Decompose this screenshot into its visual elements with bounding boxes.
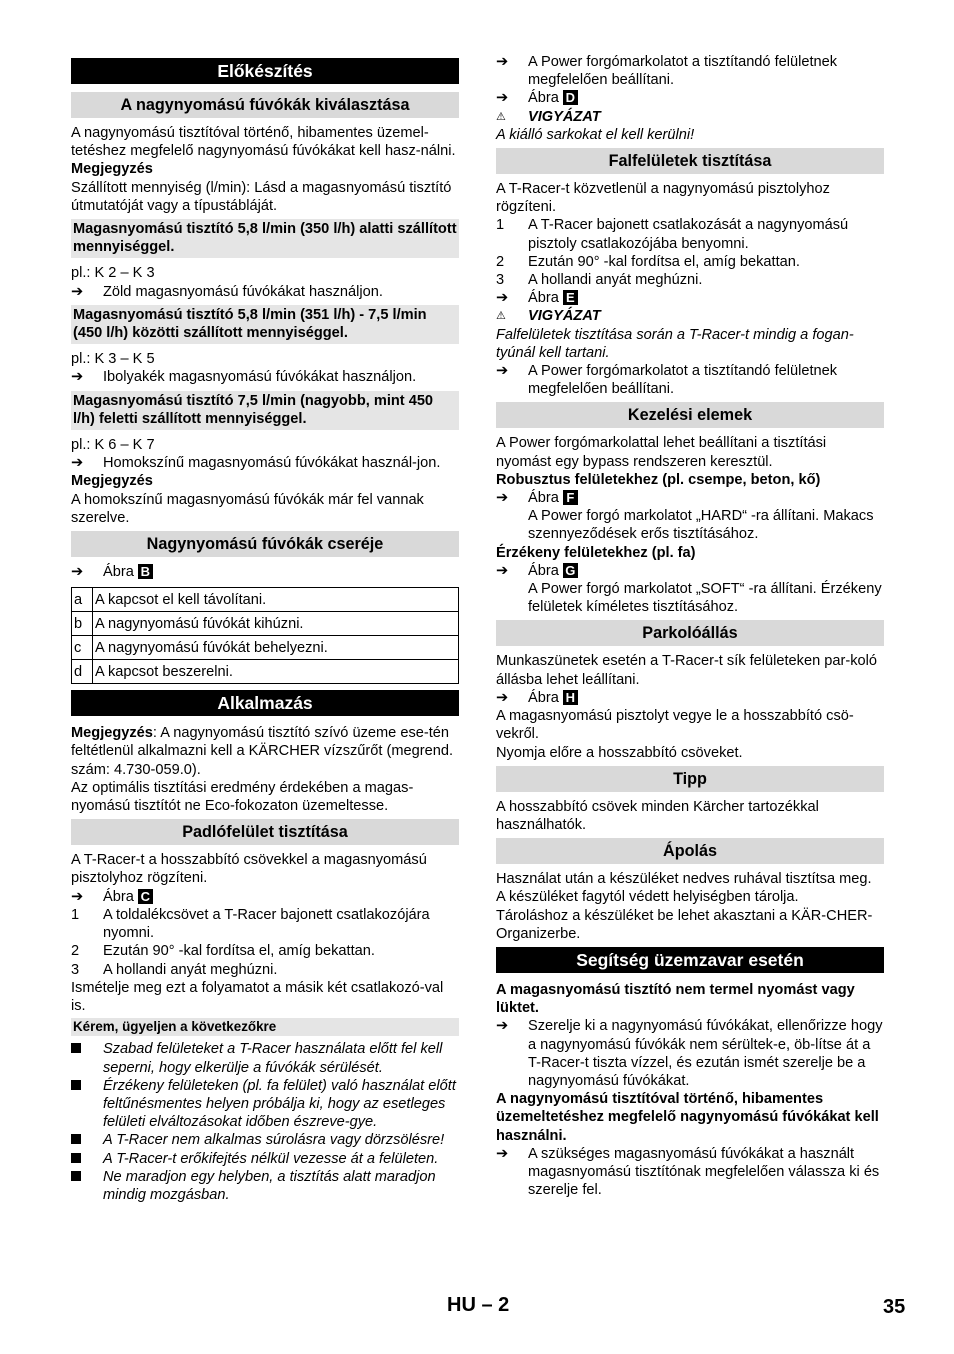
subheading-floor-cleaning: Padlófelület tisztítása — [71, 819, 459, 845]
step-item: ➔ Homokszínű magasnyomású fúvókákat használ-jon. — [71, 455, 441, 472]
section-heading-preparation: Előkészítés — [71, 58, 459, 84]
numbered-step — [71, 961, 459, 979]
subheading-controls: Kezelési elemek — [496, 402, 884, 428]
step-text: A toldalékcsövet a T-Racer bajonett csatlakozójára nyomni. — [103, 906, 430, 942]
step-text: A hollandi anyát meghúzni. — [528, 272, 703, 289]
table-cell-value: A nagynyomású fúvókát kihúzni. — [93, 612, 459, 636]
note-label: Megjegyzés — [71, 161, 153, 178]
numbered-steps — [71, 906, 459, 979]
paragraph: Ismételje meg ezt a folyamatot a másik két csatlakozó-val is. — [71, 979, 444, 1014]
figure-reference: ➔ Ábra E — [496, 289, 884, 307]
note-paragraph: Megjegyzés: A nagynyomású tisztító szívó üzeme ese-tén feltétlenül alkalmazni kell a KÄRCHER vízszűrőt (megrend. szám: 4.730-059.0). — [71, 725, 454, 778]
attention-heading: Kérem, ügyeljen a következőkre — [71, 1018, 459, 1036]
figure-label-f: F — [563, 490, 578, 505]
bullet-item — [71, 1040, 459, 1076]
square-bullet-icon — [71, 1040, 103, 1076]
arrow-icon: ➔ — [496, 363, 509, 380]
step-item: ➔ Szerelje ki a nagynyomású fúvókákat, ellenőrizze hogy a nagynyomású fúvókák nem sérültek-e, öb-lítse át a T-Racer-t tiszta vízzel, és ezután ismét szerelje be a nagynyomású fúvókákat. — [496, 1018, 883, 1089]
arrow-icon: ➔ — [496, 1018, 509, 1035]
paragraph: Nyomja előre a hosszabbító csöveket. — [496, 744, 743, 761]
arrow-icon: ➔ — [71, 888, 84, 905]
indented-text: A Power forgó markolatot „SOFT“ -ra állítani. Érzékeny felületek kíméletes tisztításához. — [528, 581, 882, 616]
warning-text: A kiálló sarkokat el kell kerülni! — [496, 126, 695, 143]
figure-label-h: H — [563, 690, 578, 705]
bullet-item — [71, 1131, 459, 1149]
figure-reference: ➔ Ábra C — [71, 888, 459, 906]
figure-reference: ➔ Ábra G — [496, 562, 884, 580]
figure-label-d: D — [563, 90, 578, 105]
table-cell-key: a — [72, 588, 93, 612]
subheading-tip: Tipp — [496, 766, 884, 792]
step-item: ➔ A szükséges magasnyomású fúvókákat a használt magasnyomású tisztítónak megfelelően válassza ki és szerelje fel. — [496, 1145, 880, 1199]
paragraph: Az optimális tisztítási eredmény érdekében a magas-nyomású tisztítót ne Eco-fokozaton üzemeltesse. — [71, 779, 414, 815]
paragraph: A magasnyomású pisztolyt vegye le a hosszabbító csö-vekről. — [496, 708, 854, 743]
indented-text: A Power forgó markolatot „HARD“ -ra állítani. Makacs szennyeződések erős tisztításához. — [528, 508, 874, 543]
warning-heading: ⚠ VIGYÁZAT — [496, 108, 601, 125]
step-text: Ezután 90° -kal fordítsa el, amíg bekattan. — [528, 253, 800, 270]
replacement-steps-table — [71, 587, 459, 684]
paragraph: Használat után a készüléket nedves ruhával tisztítsa meg. — [496, 871, 872, 888]
numbered-step — [496, 216, 884, 252]
step-item: ➔ Ibolyakék magasnyomású fúvókákat használjon. — [71, 369, 417, 386]
warning-triangle-icon: ⚠ — [496, 110, 506, 123]
paragraph: Munkaszünetek esetén a T-Racer-t sík felületeken par-koló állásba lehet leállítani. — [496, 653, 877, 688]
arrow-icon: ➔ — [71, 369, 84, 386]
bullet-text: A T-Racer nem alkalmas súrolásra vagy dörzsölésre! — [103, 1132, 445, 1149]
paragraph: A Power forgómarkolattal lehet beállítani a tisztítási nyomást egy bypass rendszeren keresztül. — [496, 435, 827, 470]
warning-triangle-icon: ⚠ — [496, 310, 506, 323]
bullet-text: Ne maradjon egy helyben, a tisztítás alatt maradjon mindig mozgásban. — [103, 1168, 436, 1203]
surface-type-heading: Érzékeny felületekhez (pl. fa) — [496, 544, 696, 561]
table-row — [72, 660, 459, 684]
right-column — [496, 53, 884, 1199]
figure-label-e: E — [563, 290, 578, 305]
table-row — [72, 612, 459, 636]
step-number: 2 — [71, 943, 80, 960]
table-row — [72, 636, 459, 660]
condition-heading: Magasnyomású tisztító 5,8 l/min (351 l/h) - 7,5 l/min (450 l/h) közötti szállított mennyiséggel. — [71, 305, 459, 344]
subheading-nozzle-replacement: Nagynyomású fúvókák cseréje — [71, 531, 459, 557]
surface-type-heading: Robusztus felületekhez (pl. csempe, beton, kő) — [496, 471, 821, 488]
paragraph: Tároláshoz a készüléket be lehet akasztani a KÄR-CHER-Organizerbe. — [496, 907, 873, 942]
arrow-icon: ➔ — [496, 689, 509, 706]
numbered-step — [496, 253, 884, 271]
subheading-wall-cleaning: Falfelületek tisztítása — [496, 148, 884, 174]
step-text: A T-Racer bajonett csatlakozását a nagynyomású pisztoly csatlakozójába benyomni. — [528, 217, 849, 252]
square-bullet-icon — [71, 1077, 103, 1132]
step-text: A hollandi anyát meghúzni. — [103, 961, 278, 978]
arrow-icon: ➔ — [496, 290, 509, 307]
step-text: Ezután 90° -kal fordítsa el, amíg bekattan. — [103, 943, 375, 960]
fault-heading: A magasnyomású tisztító nem termel nyomást vagy lüktet. — [496, 981, 855, 1017]
arrow-icon: ➔ — [496, 562, 509, 579]
numbered-steps — [496, 216, 884, 289]
note-label: Megjegyzés — [71, 473, 153, 490]
step-number: 1 — [71, 906, 80, 923]
fault-heading: A nagynyomású tisztítóval történő, hibamentes üzemeltetéshez megfelelő nagynyomású fúvókákat kell használni. — [496, 1091, 879, 1144]
warning-heading: ⚠ VIGYÁZAT — [496, 308, 601, 325]
bullet-text: A T-Racer-t erőkifejtés nélkül vezesse át a felületen. — [103, 1150, 439, 1167]
paragraph: A T-Racer-t közvetlenül a nagynyomású pisztolyhoz rögzíteni. — [496, 181, 830, 216]
arrow-icon: ➔ — [496, 490, 509, 507]
subheading-parking: Parkolóállás — [496, 620, 884, 646]
bullet-item — [71, 1168, 459, 1204]
figure-reference: ➔ Ábra D — [496, 89, 884, 107]
table-cell-value: A kapcsot beszerelni. — [93, 660, 459, 684]
section-heading-troubleshooting: Segítség üzemzavar esetén — [496, 947, 884, 973]
page-number: 35 — [883, 1296, 906, 1318]
square-bullet-icon — [71, 1168, 103, 1204]
paragraph: A készüléket fagytól védett helyiségben tárolja. — [496, 889, 799, 906]
step-number: 3 — [496, 272, 505, 289]
subheading-care: Ápolás — [496, 838, 884, 864]
language-page-code: HU – 2 — [447, 1294, 510, 1316]
numbered-step — [71, 942, 459, 960]
bullet-item — [71, 1077, 459, 1132]
figure-reference: ➔ Ábra B — [71, 563, 459, 581]
arrow-icon: ➔ — [71, 283, 84, 300]
figure-label-g: G — [563, 563, 578, 578]
table-cell-key: c — [72, 636, 93, 660]
example-models: pl.: K 3 – K 5 — [71, 351, 155, 368]
paragraph: A hosszabbító csövek minden Kärcher tartozékkal használhatók. — [496, 798, 819, 833]
table-cell-value: A nagynyomású fúvókát behelyezni. — [93, 636, 459, 660]
condition-heading: Magasnyomású tisztító 5,8 l/min (350 l/h) alatti szállított mennyiséggel. — [71, 219, 459, 258]
bullet-list — [71, 1040, 459, 1204]
warning-text: Falfelületek tisztítása során a T-Racer-t mindig a fogan-tyúnál kell tartani. — [496, 326, 854, 361]
numbered-step — [496, 271, 884, 289]
paragraph: A nagynyomású tisztítóval történő, hibamentes üzemel-tetéshez megfelelő nagynyomású fúvókákat kell hasz-nálni. — [71, 125, 456, 160]
figure-reference: ➔ Ábra H — [496, 689, 884, 707]
paragraph: A T-Racer-t a hosszabbító csövekkel a magasnyomású pisztolyhoz rögzíteni. — [71, 852, 427, 887]
note-text: Szállított mennyiség (l/min): Lásd a magasnyomású tisztító útmutatóját vagy a típustábláját. — [71, 179, 452, 214]
bullet-text: Szabad felületeket a T-Racer használata előtt fel kell seperni, hogy elkerülje a fúvókák sérülését. — [103, 1041, 443, 1076]
step-number: 1 — [496, 217, 505, 234]
figure-label-b: B — [138, 564, 153, 579]
table-cell-key: b — [72, 612, 93, 636]
figure-reference: ➔ Ábra F — [496, 489, 884, 507]
example-models: pl.: K 2 – K 3 — [71, 265, 155, 282]
arrow-icon: ➔ — [496, 90, 509, 107]
arrow-icon: ➔ — [71, 455, 84, 472]
table-cell-value: A kapcsot el kell távolítani. — [93, 588, 459, 612]
step-item: ➔ Zöld magasnyomású fúvókákat használjon. — [71, 283, 383, 300]
square-bullet-icon — [71, 1150, 103, 1168]
subheading-nozzle-selection: A nagynyomású fúvókák kiválasztása — [71, 92, 459, 118]
condition-heading: Magasnyomású tisztító 7,5 l/min (nagyobb, mint 450 l/h) feletti szállított mennyiséggel. — [71, 391, 459, 430]
bullet-item — [71, 1150, 459, 1168]
step-item: ➔ A Power forgómarkolatot a tisztítandó felületnek megfelelően beállítani. — [496, 54, 838, 89]
table-cell-key: d — [72, 660, 93, 684]
bullet-text: Érzékeny felületeken (pl. fa felület) való használat előtt feltűnésmentes helyen próbálja ki, hogy az esetleges felületi elváltozásokat időben észreve-gye. — [103, 1077, 456, 1131]
arrow-icon: ➔ — [496, 1145, 509, 1162]
step-number: 3 — [71, 961, 80, 978]
example-models: pl.: K 6 – K 7 — [71, 437, 155, 454]
square-bullet-icon — [71, 1131, 103, 1149]
table-row — [72, 588, 459, 612]
left-column — [71, 58, 459, 1204]
arrow-icon: ➔ — [496, 54, 509, 70]
section-heading-application: Alkalmazás — [71, 690, 459, 716]
figure-label-c: C — [138, 889, 153, 904]
arrow-icon: ➔ — [71, 564, 84, 581]
step-number: 2 — [496, 253, 505, 270]
step-item: ➔ A Power forgómarkolatot a tisztítandó felületnek megfelelően beállítani. — [496, 363, 838, 398]
note-text: A homokszínű magasnyomású fúvókák már fel vannak szerelve. — [71, 491, 424, 526]
numbered-step — [71, 906, 459, 942]
